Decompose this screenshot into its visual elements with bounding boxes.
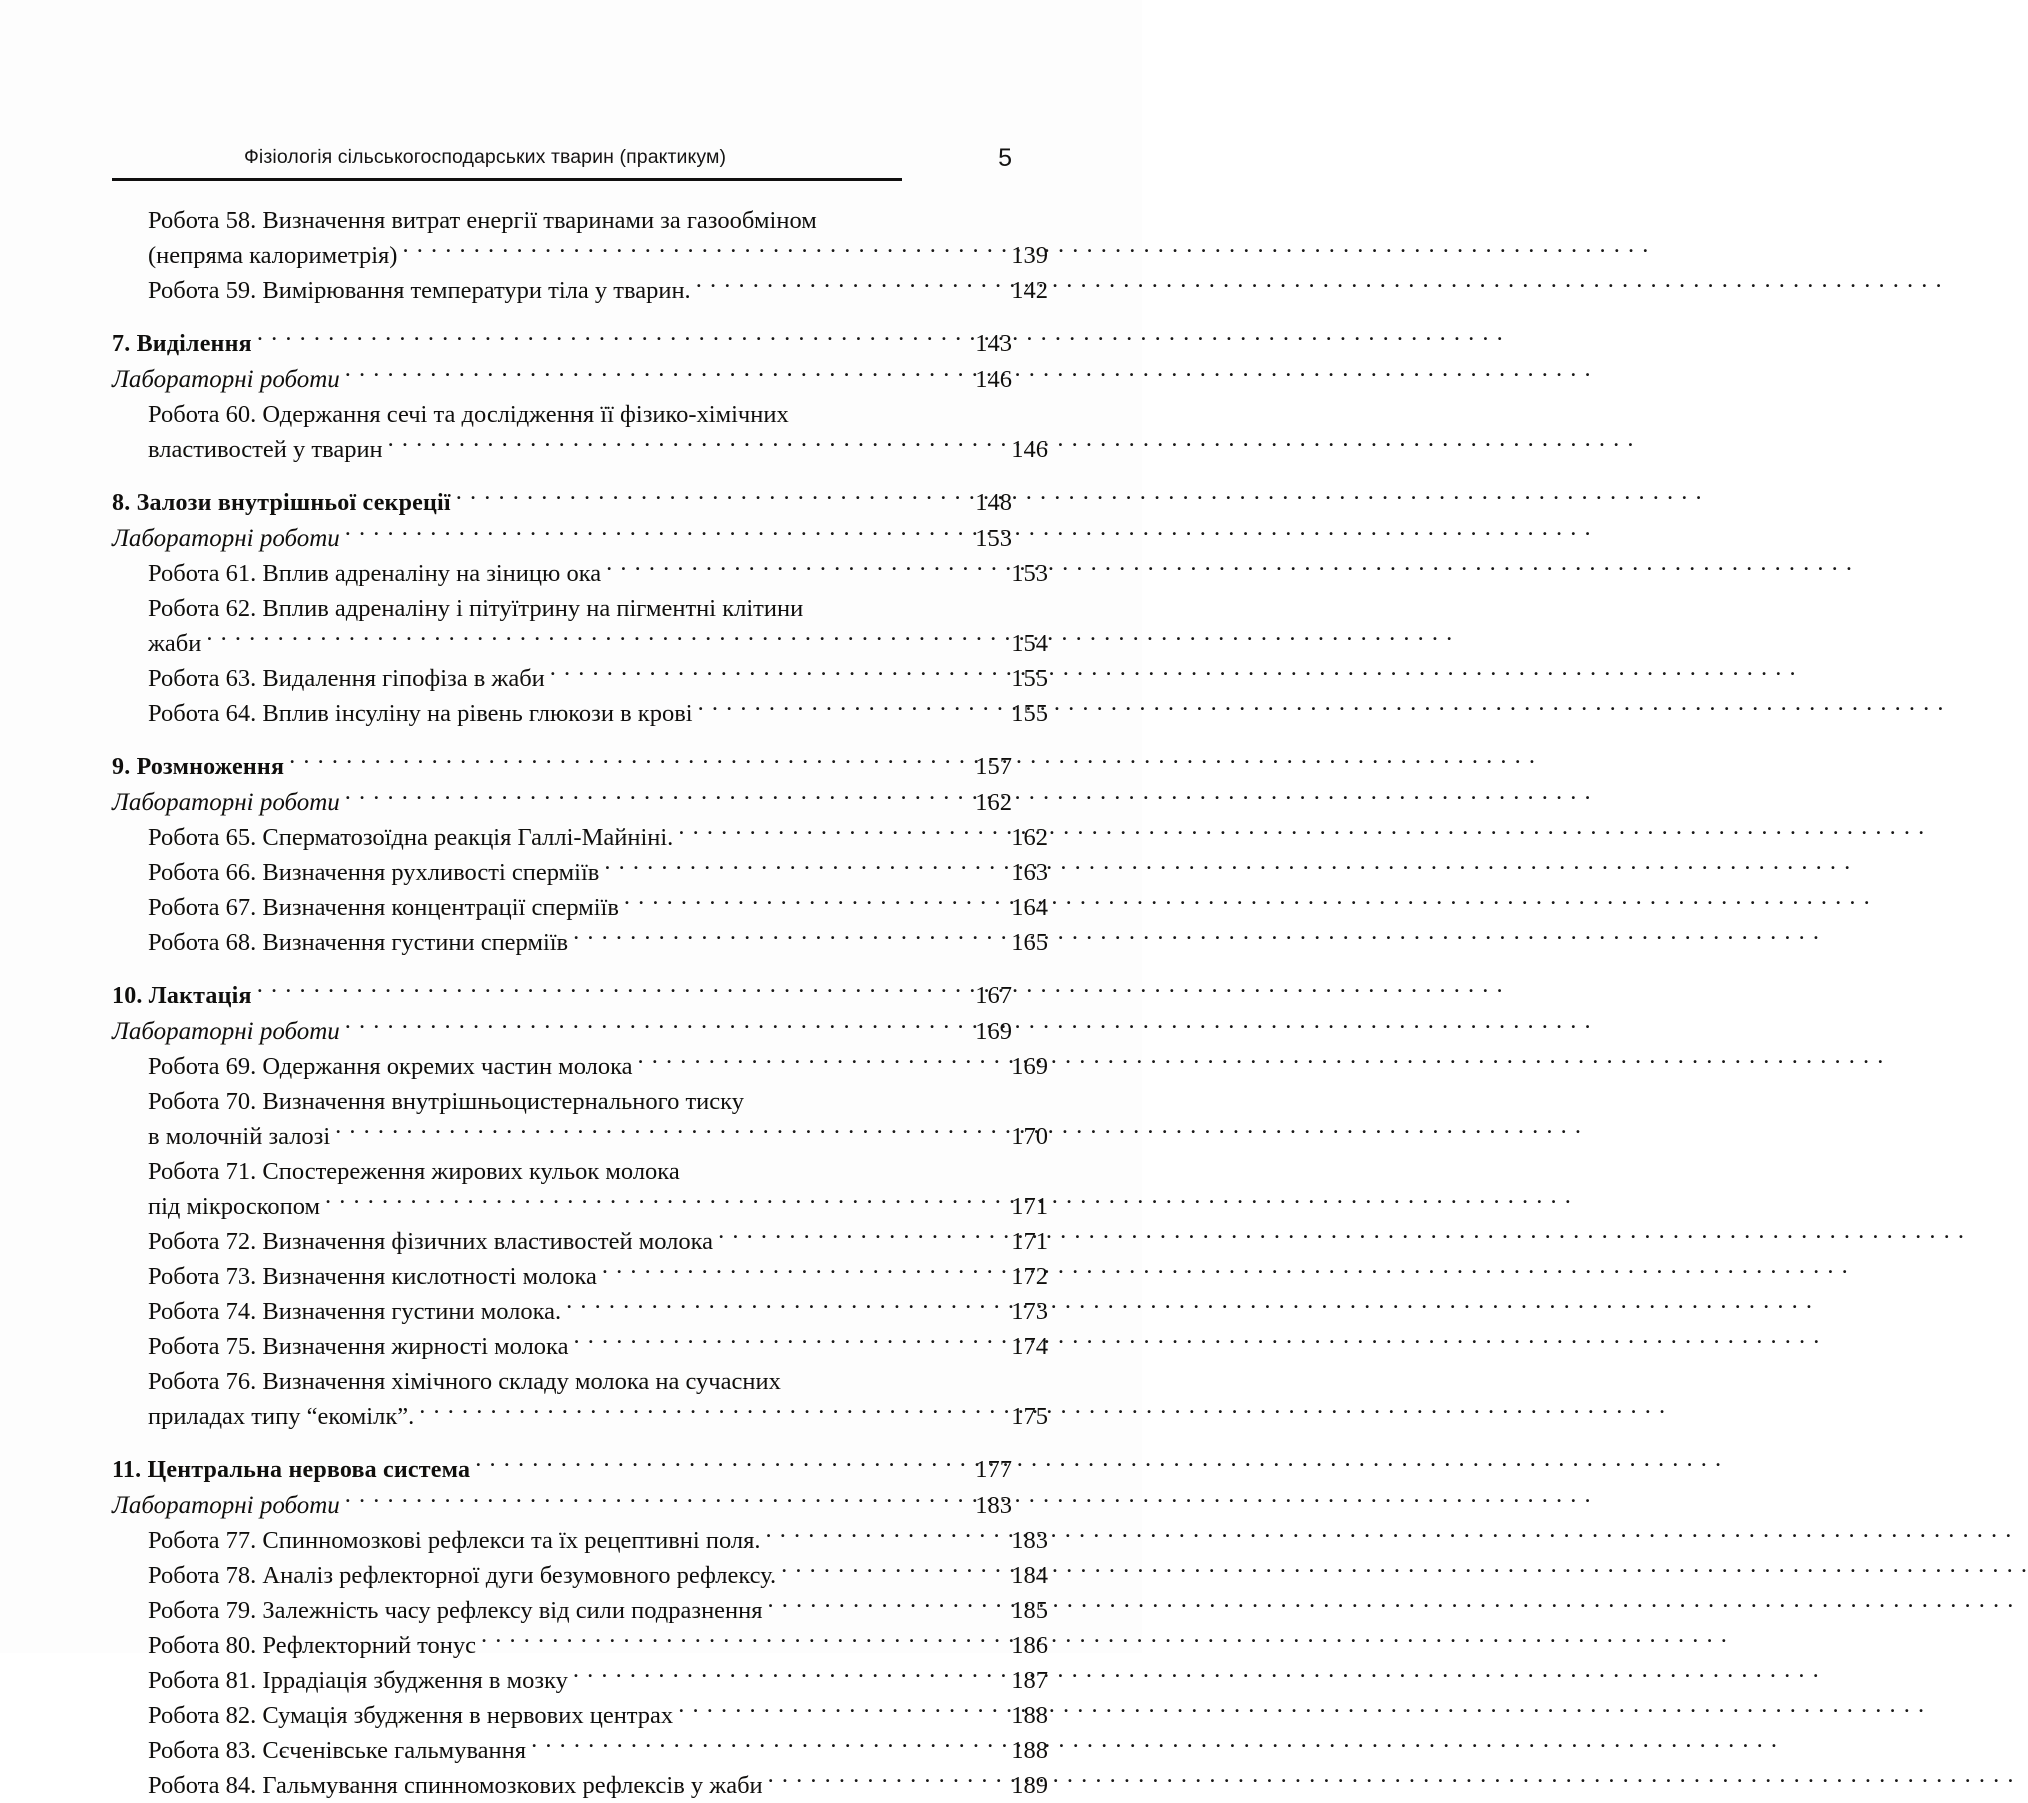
toc-dot-leader [573,1330,985,1355]
toc-dot-leader [678,1699,985,1724]
toc-entry-page-number: 148 [975,489,1012,516]
toc-entry-label: Робота 70. Визначення внутрішньоцистернального тиску [148,1088,744,1115]
toc-entry-label: Лабораторні роботи [112,789,340,816]
toc-entry-page-number: 187 [1011,1667,1048,1694]
toc-entry-page-number: 169 [975,1018,1012,1045]
toc-dot-leader [345,522,949,547]
toc-entry-label: Робота 84. Гальмування спинномозкових рефлексів у жаби [148,1772,763,1799]
toc-entry-label: Лабораторні роботи [112,1018,340,1045]
toc-entry-row [112,1049,1048,1084]
toc-entry-label: Робота 67. Визначення концентрації сперміїв [148,894,619,921]
toc-dot-leader [531,1734,985,1759]
toc-entry-page-number: 183 [1011,1527,1048,1554]
toc-entry-page-number: 153 [975,525,1012,552]
toc-entry-label: Робота 61. Вплив адреналіну на зіницю ока [148,560,602,587]
toc-entry-row [112,1768,1048,1803]
toc-dot-leader [419,1400,985,1425]
toc-entry-row [112,925,1048,960]
page-title: Фізіологія сільськогосподарських тварин (практикум) [244,146,727,168]
toc-entry-label: Робота 80. Рефлекторний тонус [148,1632,477,1659]
toc-entry-page-number: 188 [1011,1737,1048,1764]
toc-entry-page-number: 162 [1011,824,1048,851]
toc-entry-page-number: 155 [1011,700,1048,727]
toc-entry-label: Робота 75. Визначення жирності молока [148,1333,569,1360]
toc-entry-row [112,1399,1048,1434]
toc-entry-label: жаби [148,630,202,657]
toc-entry-page-number: 189 [1011,1772,1048,1799]
toc-entry-row [112,1119,1048,1154]
toc-dot-leader [402,239,985,264]
toc-dot-leader [345,363,949,388]
toc-dot-leader [624,891,985,916]
toc-entry-label: Робота 79. Залежність часу рефлексу від сили подразнення [148,1597,763,1624]
toc-entry-label: Робота 81. Іррадіація збудження в мозку [148,1667,568,1694]
toc-entry-page-number: 175 [1011,1403,1048,1430]
toc-entry-page-number: 188 [1011,1702,1048,1729]
toc-entry-row [112,556,1048,591]
toc-dot-leader [794,398,985,423]
toc-dot-leader [550,662,985,687]
toc-dot-leader [718,1225,985,1250]
toc-entry-label: Робота 68. Визначення густини сперміїв [148,929,569,956]
toc-entry-row [112,432,1048,467]
page-number: 5 [998,144,1012,172]
toc-dot-leader [257,327,949,352]
toc-entry-label: Лабораторні роботи [112,366,340,393]
toc-dot-leader [481,1629,985,1654]
toc-entry-page-number: 164 [1011,894,1048,921]
toc-dot-leader [698,697,985,722]
toc-entry-page-number: 154 [1011,630,1048,657]
toc-dot-leader [345,1015,949,1040]
toc-subsection-row [112,362,1012,397]
toc-entry-label: властивостей у тварин [148,436,383,463]
toc-entry-page-number: 139 [1011,242,1048,269]
toc-dot-leader [766,1524,985,1549]
toc-entry-page-number: 169 [1011,1053,1048,1080]
toc-entry-row [112,1329,1048,1364]
toc-dot-leader [456,486,949,511]
toc-entry-label: Робота 60. Одержання сечі та дослідження її фізико-хімічних [148,401,789,428]
toc-entry-label: Робота 72. Визначення фізичних властивостей молока [148,1228,714,1255]
toc-entry-label: Робота 73. Визначення кислотності молока [148,1263,597,1290]
toc-entry-label: Робота 66. Визначення рухливості сперміїв [148,859,600,886]
toc-dot-leader [768,1769,985,1794]
toc-dot-leader [257,979,949,1004]
toc-dot-leader [786,1365,985,1390]
toc-entry-page-number: 143 [975,330,1012,357]
toc-dot-leader [749,1085,985,1110]
toc-entry-label: Робота 78. Аналіз рефлекторної дуги безумовного рефлексу. [148,1562,777,1589]
toc-dot-leader [822,204,985,229]
header-divider-rule [112,178,902,181]
toc-dot-leader [566,1295,985,1320]
toc-entry-label: Робота 76. Визначення хімічного складу молока на сучасних [148,1368,781,1395]
toc-entry-label: (непряма калориметрія) [148,242,398,269]
toc-entry-label: 9. Розмноження [112,754,285,780]
toc-entry-page-number: 146 [1011,436,1048,463]
toc-entry-page-number: 162 [975,789,1012,816]
toc-entry-page-number: 155 [1011,665,1048,692]
toc-entry-label: Робота 58. Визначення витрат енергії тваринами за газообміном [148,207,817,234]
toc-entry-label: Робота 64. Вплив інсуліну на рівень глюкози в крові [148,700,693,727]
toc-entry-page-number: 177 [975,1456,1012,1483]
toc-entry-label: Робота 65. Сперматозоїдна реакція Галлі-Майніні. [148,824,674,851]
toc-entry-label: Лабораторні роботи [112,1492,340,1519]
toc-dot-leader [345,786,949,811]
toc-dot-leader [325,1190,985,1215]
toc-entry-page-number: 171 [1011,1193,1048,1220]
toc-entry-row [112,696,1048,731]
toc-entry-label: під мікроскопом [148,1193,321,1220]
toc-entry-row [112,273,1048,308]
toc-entry-page-number: 171 [1011,1228,1048,1255]
toc-entry-label: 8. Залози внутрішньої секреції [112,490,451,516]
toc-dot-leader [808,592,985,617]
toc-entry-label: 11. Центральна нервова система [112,1457,471,1483]
toc-entry-page-number: 186 [1011,1632,1048,1659]
toc-dot-leader [781,1559,985,1584]
toc-dot-leader [388,433,985,458]
toc-entry-page-number: 170 [1011,1123,1048,1150]
toc-dot-leader [606,557,985,582]
toc-entry-page-number: 184 [1011,1562,1048,1589]
toc-entry-page-number: 172 [1011,1263,1048,1290]
toc-dot-leader [335,1120,985,1145]
toc-dot-leader [573,926,985,951]
toc-dot-leader [289,750,949,775]
toc-entry-page-number: 146 [975,366,1012,393]
toc-entry-label: приладах типу “екомілк”. [148,1403,415,1430]
toc-entry-label: Робота 83. Сєченівське гальмування [148,1737,527,1764]
toc-dot-leader [768,1594,985,1619]
toc-entry-label: Робота 63. Видалення гіпофіза в жаби [148,665,545,692]
toc-entry-page-number: 173 [1011,1298,1048,1325]
toc-dot-leader [602,1260,985,1285]
toc-entry-page-number: 174 [1011,1333,1048,1360]
toc-entry-page-number: 163 [1011,859,1048,886]
toc-entry-page-number: 153 [1011,560,1048,587]
toc-entry-label: в молочній залозі [148,1123,331,1150]
toc-entry-label: Робота 59. Вимірювання температури тіла у тварин. [148,277,691,304]
toc-entry-page-number: 183 [975,1492,1012,1519]
toc-dot-leader [678,821,985,846]
toc-entry-page-number: 142 [1011,277,1048,304]
toc-entry-label: Робота 71. Спостереження жирових кульок молока [148,1158,680,1185]
toc-entry-page-number: 167 [975,982,1012,1009]
toc-dot-leader [345,1489,949,1514]
toc-dot-leader [696,274,985,299]
toc-dot-leader [638,1050,986,1075]
table-of-contents [112,203,1048,1803]
toc-entry-page-number: 185 [1011,1597,1048,1624]
toc-dot-leader [573,1664,985,1689]
toc-entry-label: 10. Лактація [112,983,252,1009]
toc-entry-label: 7. Виділення [112,331,252,357]
toc-entry-label: Лабораторні роботи [112,525,340,552]
toc-entry-label: Робота 77. Спинномозкові рефлекси та їх рецептивні поля. [148,1527,761,1554]
toc-entry-label: Робота 69. Одержання окремих частин молока [148,1053,633,1080]
toc-dot-leader [206,627,985,652]
toc-entry-page-number: 157 [975,753,1012,780]
toc-entry-label: Робота 82. Сумація збудження в нервових центрах [148,1702,674,1729]
toc-dot-leader [685,1155,985,1180]
toc-dot-leader [475,1453,949,1478]
toc-entry-label: Робота 62. Вплив адреналіну і пітуїтрину на пігментні клітини [148,595,804,622]
toc-entry-label: Робота 74. Визначення густини молока. [148,1298,562,1325]
toc-dot-leader [604,856,985,881]
toc-entry-page-number: 165 [1011,929,1048,956]
